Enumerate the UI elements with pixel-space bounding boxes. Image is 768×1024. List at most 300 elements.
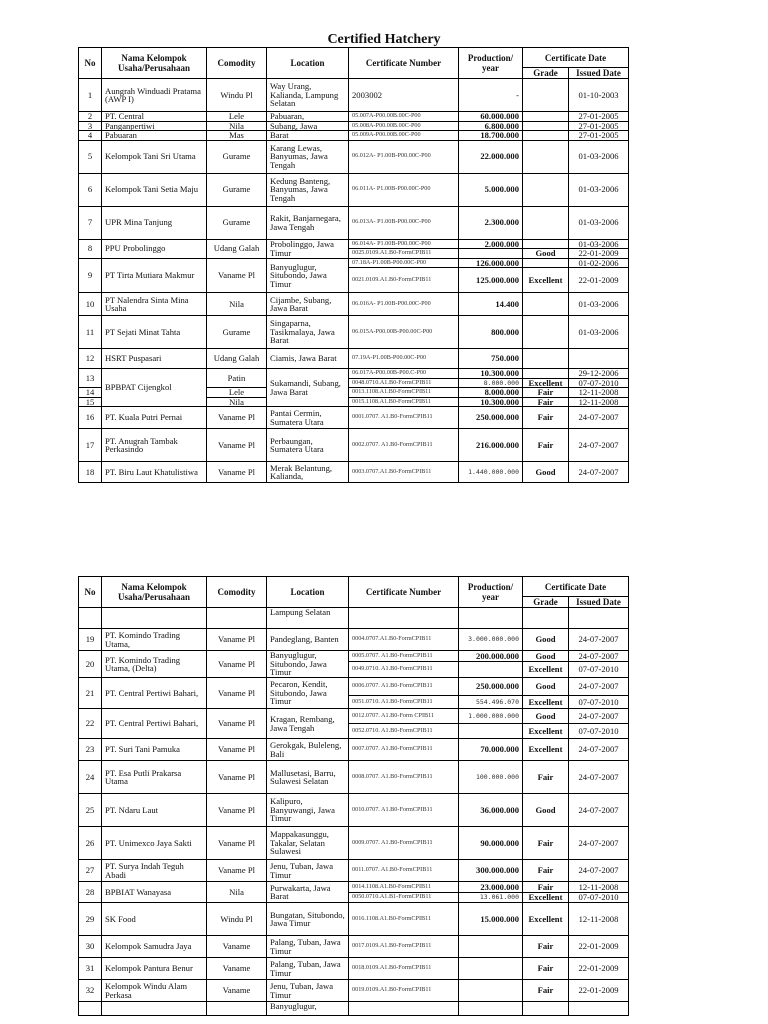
row-grade: Fair: [523, 958, 569, 980]
row-cert-number: 06.017A-P00.00B-P00.C-P00: [349, 369, 459, 379]
row-location: Perbaungan, Sumatera Utara: [267, 429, 349, 462]
row-cert-number: 05.008A-P00.00B.00C-P00: [349, 121, 459, 131]
row-production: 1.440.000.000: [459, 462, 523, 483]
table-row: [79, 882, 629, 893]
table-row: [79, 121, 629, 131]
table-row: [79, 651, 629, 662]
row-cert-number: 0019.0109.A1.B0-FormCPIB11: [349, 980, 459, 1002]
table-row: [79, 860, 629, 882]
row-cert-number: 06.016A- P1.00B-P00.00C-P00: [349, 293, 459, 316]
header-grade: Grade: [523, 597, 569, 608]
table-row: [79, 980, 629, 1002]
row-cert-number: 06.015A-P00.00B-P00.00C-P00: [349, 316, 459, 349]
row-issued-date: 24-07-2007: [569, 794, 629, 827]
row-comodity: Patin: [207, 369, 267, 388]
row-grade: Fair: [523, 860, 569, 882]
row-production: [459, 249, 523, 259]
row-grade: Good: [523, 678, 569, 696]
row-cert-number: 0021.0109.A1.B0-FormCPIB11: [349, 268, 459, 293]
row-location: Jenu, Tuban, Jawa Timur: [267, 980, 349, 1002]
row-issued-date: 24-07-2007: [569, 651, 629, 662]
row-cert-number: 05.009A-P00.00B.00C-P00: [349, 131, 459, 141]
row-grade: Fair: [523, 761, 569, 794]
row-production: 100.000.000: [459, 761, 523, 794]
row-no: 1: [79, 79, 102, 112]
row-grade: [523, 173, 569, 206]
row-comodity: Gurame: [207, 173, 267, 206]
row-location: Singaparna, Tasikmalaya, Jawa Barat: [267, 316, 349, 349]
row-cert-number: 06.011A- P1.00B-P00.00C-P00: [349, 173, 459, 206]
row-grade: Good: [523, 629, 569, 651]
row-location: Kedung Banteng, Banyumas, Jawa Tengah: [267, 173, 349, 206]
row-production: 10.300.000: [459, 397, 523, 407]
row-no: 18: [79, 462, 102, 483]
header-production: Production/ year: [459, 577, 523, 608]
header-location: Location: [267, 48, 349, 79]
table-row: [79, 827, 629, 860]
row-production: 14.400: [459, 293, 523, 316]
row-nama: PT. Central Pertiwi Bahari,: [102, 678, 207, 709]
row-grade: Fair: [523, 827, 569, 860]
row-issued-date: 07-07-2010: [569, 724, 629, 739]
row-cert-number: 0017.0109.A1.B0-FormCPIB11: [349, 936, 459, 958]
row-grade: Fair: [523, 980, 569, 1002]
table-row: [79, 173, 629, 206]
row-comodity: Gurame: [207, 206, 267, 239]
row-cert-number: 0008.0707. A1.B0-FormCPIB11: [349, 761, 459, 794]
row-location: Pecaron, Kendit, Situbondo, Jawa Timur: [267, 678, 349, 709]
row-no: 30: [79, 936, 102, 958]
row-grade: [523, 316, 569, 349]
row-comodity: Vaname Pl: [207, 739, 267, 761]
table-row: [79, 407, 629, 429]
row-comodity: Vaname Pl: [207, 258, 267, 293]
row-no: 25: [79, 794, 102, 827]
row-nama: PT. Suri Tani Pamuka: [102, 739, 207, 761]
row-no: 21: [79, 678, 102, 709]
row-nama: PT. Esa Putli Prakarsa Utama: [102, 761, 207, 794]
row-issued-date: 12-11-2008: [569, 397, 629, 407]
row-nama: Panganpertiwi: [102, 121, 207, 131]
table-row: [79, 112, 629, 122]
row-issued-date: 22-01-2009: [569, 980, 629, 1002]
row-nama: Kelompok Tani Sri Utama: [102, 140, 207, 173]
header-cert-date: Certificate Date: [523, 48, 629, 68]
row-production: 2.300.000: [459, 206, 523, 239]
row-issued-date: 07-07-2010: [569, 893, 629, 903]
row-issued-date: 22-01-2009: [569, 936, 629, 958]
row-production: 10.300.000: [459, 369, 523, 379]
row-issued-date: 27-01-2005: [569, 131, 629, 141]
row-comodity: Vaname: [207, 980, 267, 1002]
row-cert-number: 0048.0710.A1.B0-FormCPIB11: [349, 378, 459, 388]
row-issued-date: 01-03-2006: [569, 293, 629, 316]
row-comodity: Vaname Pl: [207, 462, 267, 483]
table-row: [79, 903, 629, 936]
row-comodity: Vaname Pl: [207, 860, 267, 882]
row-grade: [523, 293, 569, 316]
row-production: 250.000.000: [459, 678, 523, 696]
row-location: Lampung Selatan: [267, 608, 349, 629]
row-production: 5.000.000: [459, 173, 523, 206]
row-production: 90.000.000: [459, 827, 523, 860]
row-grade: Excellent: [523, 739, 569, 761]
row-no: 10: [79, 293, 102, 316]
row-production: 750.000: [459, 349, 523, 369]
row-cert-number: 0051.0710. A1.B0-FormCPIB11: [349, 696, 459, 709]
row-location: Rakit, Banjarnegara, Jawa Tengah: [267, 206, 349, 239]
row-comodity: Vaname Pl: [207, 651, 267, 678]
row-grade: [523, 112, 569, 122]
row-comodity: Udang Galah: [207, 349, 267, 369]
header-row: [79, 577, 629, 597]
row-grade: Excellent: [523, 268, 569, 293]
row-no: 22: [79, 709, 102, 739]
row-issued-date: 27-01-2005: [569, 121, 629, 131]
row-nama: SK Food: [102, 903, 207, 936]
row-nama: BPBIAT Wanayasa: [102, 882, 207, 903]
row-grade: Excellent: [523, 662, 569, 678]
row-production: 70.000.000: [459, 739, 523, 761]
row-issued-date: 01-03-2006: [569, 239, 629, 249]
table-row: [79, 739, 629, 761]
row-issued-date: [569, 349, 629, 369]
row-production: 125.000.000: [459, 268, 523, 293]
table-row: [79, 239, 629, 249]
row-grade: [523, 131, 569, 141]
row-production: 200.000.000: [459, 651, 523, 662]
row-comodity: Vaname Pl: [207, 709, 267, 739]
table-row: [79, 761, 629, 794]
row-grade: [523, 369, 569, 379]
row-issued-date: 07-07-2010: [569, 662, 629, 678]
row-nama: Aungrah Winduadi Pratama (AWP I): [102, 79, 207, 112]
header-location: Location: [267, 577, 349, 608]
row-nama: PT Tirta Mutiara Makmur: [102, 258, 207, 293]
table-row: [79, 369, 629, 379]
header-grade: Grade: [523, 68, 569, 79]
row-issued-date: 01-03-2006: [569, 206, 629, 239]
row-grade: Fair: [523, 388, 569, 398]
row-issued-date: 24-07-2007: [569, 761, 629, 794]
table-row: [79, 316, 629, 349]
row-no: 5: [79, 140, 102, 173]
row-location: Kalipuro, Banyuwangi, Jawa Timur: [267, 794, 349, 827]
row-comodity: Nila: [207, 397, 267, 407]
row-nama: Kelompok Pantura Benur: [102, 958, 207, 980]
row-issued-date: 01-03-2006: [569, 173, 629, 206]
row-issued-date: 12-11-2008: [569, 388, 629, 398]
row-comodity: Nila: [207, 121, 267, 131]
row-location: Barat: [267, 131, 349, 141]
row-location: Cijambe, Subang, Jawa Barat: [267, 293, 349, 316]
row-location: Pantai Cermin, Sumatera Utara: [267, 407, 349, 429]
header-no: No: [79, 48, 102, 79]
document-title: Certified Hatchery: [327, 32, 441, 47]
row-location: Banyuglugur,: [267, 1002, 349, 1016]
row-issued-date: 01-10-2003: [569, 79, 629, 112]
row-issued-date: 12-11-2008: [569, 903, 629, 936]
table-row: [79, 293, 629, 316]
header-cert-date: Certificate Date: [523, 577, 629, 597]
header-production: Production/ year: [459, 48, 523, 79]
table-row: [79, 608, 629, 629]
row-nama: PT. Surya Indah Teguh Abadi: [102, 860, 207, 882]
row-production: 2.000.000: [459, 239, 523, 249]
row-cert-number: 0003.0707.A1.B0-FormCPIB11: [349, 462, 459, 483]
row-comodity: Vaname Pl: [207, 407, 267, 429]
row-production: 250.000.000: [459, 407, 523, 429]
row-production: 126.000.000: [459, 258, 523, 268]
row-grade: Good: [523, 249, 569, 259]
row-no: 6: [79, 173, 102, 206]
header-no: No: [79, 577, 102, 608]
row-issued-date: 07-07-2010: [569, 378, 629, 388]
row-no: 9: [79, 258, 102, 293]
row-cert-number: 0009.0707. A1.B0-FormCPIB11: [349, 827, 459, 860]
table-row: [79, 936, 629, 958]
table-row: [79, 629, 629, 651]
row-production: 3.000.000.000: [459, 629, 523, 651]
row-cert-number: 07.19A-P1.00B-P00.00C-P00: [349, 349, 459, 369]
row-cert-number: 0018.0109.A1.B0-FormCPIB11: [349, 958, 459, 980]
row-grade: [523, 239, 569, 249]
row-grade: Fair: [523, 936, 569, 958]
hatchery-table-1: [78, 47, 629, 483]
row-cert-number: 0011.0707. A1.B0-FormCPIB11: [349, 860, 459, 882]
row-nama: UPR Mina Tanjung: [102, 206, 207, 239]
row-comodity: Udang Galah: [207, 239, 267, 258]
row-location: Probolinggo, Jawa Timur: [267, 239, 349, 258]
row-nama: PT. Central: [102, 112, 207, 122]
row-cert-number: 06.013A- P1.00B-P00.00C-P00: [349, 206, 459, 239]
row-production: [459, 936, 523, 958]
row-grade: Excellent: [523, 903, 569, 936]
row-production: [459, 662, 523, 678]
row-no: 20: [79, 651, 102, 678]
row-no: 2: [79, 112, 102, 122]
row-nama: BPBPAT Cijengkol: [102, 369, 207, 407]
row-grade: [523, 121, 569, 131]
table-row: [79, 349, 629, 369]
row-comodity: Windu Pl: [207, 903, 267, 936]
row-comodity: Lele: [207, 388, 267, 398]
row-cert-number: 06.012A- P1.00B-P00.00C-P00: [349, 140, 459, 173]
row-comodity: Nila: [207, 293, 267, 316]
row-no: 4: [79, 131, 102, 141]
row-grade: Fair: [523, 397, 569, 407]
row-no: 7: [79, 206, 102, 239]
row-grade: Excellent: [523, 893, 569, 903]
row-cert-number: 0015.1108.A1.B0-FormCPIB11: [349, 397, 459, 407]
row-issued-date: 29-12-2006: [569, 369, 629, 379]
row-cert-number: 0010.0707. A1.B0-FormCPIB11: [349, 794, 459, 827]
header-nama: Nama Kelompok Usaha/Perusahaan: [102, 577, 207, 608]
row-location: Merak Belantung, Kalianda,: [267, 462, 349, 483]
row-cert-number: 05.007A-P00.00B.00C-P00: [349, 112, 459, 122]
row-location: Kragan, Rembang, Jawa Tengah: [267, 709, 349, 739]
row-production: 300.000.000: [459, 860, 523, 882]
row-location: Purwakarta, Jawa Barat: [267, 882, 349, 903]
row-cert-number: 0001.0707. A1.B0-FormCPIB11: [349, 407, 459, 429]
table-row: [79, 1002, 629, 1016]
row-production: 23.000.000: [459, 882, 523, 893]
row-location: Jenu, Tuban, Jawa Timur: [267, 860, 349, 882]
row-location: Ciamis, Jawa Barat: [267, 349, 349, 369]
row-issued-date: 24-07-2007: [569, 462, 629, 483]
row-production: 554.496.070: [459, 696, 523, 709]
row-grade: [523, 206, 569, 239]
row-production: 60.000.000: [459, 112, 523, 122]
hatchery-table-2: [78, 576, 629, 1016]
row-comodity: Nila: [207, 882, 267, 903]
row-issued-date: 24-07-2007: [569, 860, 629, 882]
row-comodity: Mas: [207, 131, 267, 141]
row-no: 26: [79, 827, 102, 860]
header-comodity: Comodity: [207, 48, 267, 79]
row-comodity: Vaname Pl: [207, 429, 267, 462]
row-no: 13: [79, 369, 102, 388]
row-cert-number: 0025.0109.A1.B0-FormCPIB11: [349, 249, 459, 259]
row-issued-date: 24-07-2007: [569, 629, 629, 651]
row-issued-date: 01-03-2006: [569, 140, 629, 173]
table-row: [79, 709, 629, 724]
row-nama: PT. Central Pertiwi Bahari,: [102, 709, 207, 739]
header-issued: Issued Date: [569, 68, 629, 79]
row-no: 15: [79, 397, 102, 407]
row-nama: Kelompok Windu Alam Perkasa: [102, 980, 207, 1002]
row-issued-date: 24-07-2007: [569, 678, 629, 696]
header-nama: Nama Kelompok Usaha/Perusahaan: [102, 48, 207, 79]
row-production: 8.000.000: [459, 378, 523, 388]
row-production: 22.000.000: [459, 140, 523, 173]
row-issued-date: 12-11-2008: [569, 882, 629, 893]
row-location: Bungatan, Situbondo, Jawa Timur: [267, 903, 349, 936]
row-production: 800.000: [459, 316, 523, 349]
row-nama: PT Nalendra Sinta Mina Usaha: [102, 293, 207, 316]
row-production: 15.000.000: [459, 903, 523, 936]
row-no: 3: [79, 121, 102, 131]
row-no: 23: [79, 739, 102, 761]
row-grade: Good: [523, 794, 569, 827]
table-row: [79, 678, 629, 696]
row-no: 17: [79, 429, 102, 462]
row-grade: Good: [523, 462, 569, 483]
row-location: Mallusetasi, Barru, Sulawesi Selatan: [267, 761, 349, 794]
row-no: 32: [79, 980, 102, 1002]
row-cert-number: 0014.1108.A1.B0-FormCPIB11: [349, 882, 459, 893]
row-production: 1.000.000.000: [459, 709, 523, 724]
header-comodity: Comodity: [207, 577, 267, 608]
row-cert-number: 2003002: [349, 79, 459, 112]
row-no: 8: [79, 239, 102, 258]
row-location: Palang, Tuban, Jawa Timur: [267, 958, 349, 980]
row-cert-number: 07.18A-P1.00B-P00.00C-P00: [349, 258, 459, 268]
row-comodity: Vaname Pl: [207, 678, 267, 709]
row-no: 16: [79, 407, 102, 429]
row-cert-number: 0049.0710. A1.B0-FormCPIB11: [349, 662, 459, 678]
row-cert-number: 0012.0707. A1.B0-Form CPIB11: [349, 709, 459, 724]
row-nama: PT. Komindo Trading Utama,: [102, 629, 207, 651]
row-grade: [523, 258, 569, 268]
row-nama: PPU Probolinggo: [102, 239, 207, 258]
table-row: [79, 131, 629, 141]
row-cert-number: 0013.1108.A1.B0-FormCPIB11: [349, 388, 459, 398]
row-comodity: Gurame: [207, 316, 267, 349]
row-location: Gerokgak, Buleleng, Bali: [267, 739, 349, 761]
header-cert-number: Certificate Number: [349, 577, 459, 608]
row-cert-number: 0005.0707. A1.B0-FormCPIB11: [349, 651, 459, 662]
row-no: 27: [79, 860, 102, 882]
row-location: Sukamandi, Subang, Jawa Barat: [267, 369, 349, 407]
row-no: 31: [79, 958, 102, 980]
row-nama: Kelompok Samudra Jaya: [102, 936, 207, 958]
row-location: Way Urang, Kalianda, Lampung Selatan: [267, 79, 349, 112]
row-cert-number: 06.014A- P1.00B-P00.00C-P00: [349, 239, 459, 249]
row-issued-date: 24-07-2007: [569, 709, 629, 724]
row-cert-number: 0016.1108.A1.B0-FormCPIB11: [349, 903, 459, 936]
row-no: 24: [79, 761, 102, 794]
row-production: [459, 980, 523, 1002]
table-row: [79, 140, 629, 173]
row-production: [459, 958, 523, 980]
table-row: [79, 79, 629, 112]
row-grade: [523, 349, 569, 369]
row-grade: Good: [523, 709, 569, 724]
row-grade: Fair: [523, 882, 569, 893]
row-location: Banyuglugur, Situbondo, Jawa Timur: [267, 651, 349, 678]
row-production: [459, 724, 523, 739]
row-nama: Pabuaran: [102, 131, 207, 141]
row-production: 18.700.000: [459, 131, 523, 141]
row-comodity: Windu Pl: [207, 79, 267, 112]
table-row: [79, 206, 629, 239]
row-issued-date: 22-01-2009: [569, 268, 629, 293]
row-issued-date: 22-01-2009: [569, 958, 629, 980]
table-row: [79, 958, 629, 980]
row-comodity: Lele: [207, 112, 267, 122]
row-no: 12: [79, 349, 102, 369]
header-issued: Issued Date: [569, 597, 629, 608]
row-comodity: Vaname Pl: [207, 827, 267, 860]
row-production: -: [459, 79, 523, 112]
row-issued-date: 24-07-2007: [569, 739, 629, 761]
header-row: [79, 48, 629, 68]
row-location: Palang, Tuban, Jawa Timur: [267, 936, 349, 958]
row-production: 6.800.000: [459, 121, 523, 131]
row-location: Subang, Jawa: [267, 121, 349, 131]
table-row: [79, 462, 629, 483]
row-nama: Kelompok Tani Setia Maju: [102, 173, 207, 206]
row-comodity: Vaname Pl: [207, 794, 267, 827]
row-cert-number: 0050.0710.A1.B1-FormCPIB11: [349, 893, 459, 903]
row-issued-date: 07-07-2010: [569, 696, 629, 709]
row-comodity: Vaname Pl: [207, 629, 267, 651]
row-production: 13.061.000: [459, 893, 523, 903]
row-location: Pandeglang, Banten: [267, 629, 349, 651]
row-issued-date: 24-07-2007: [569, 407, 629, 429]
row-cert-number: 0004.0707.A1.B0-FormCPIB11: [349, 629, 459, 651]
row-cert-number: 0007.0707. A1.B0-FormCPIB11: [349, 739, 459, 761]
row-nama: PT Sejati Minat Tahta: [102, 316, 207, 349]
row-grade: [523, 140, 569, 173]
row-nama: PT. Unimexco Jaya Sakti: [102, 827, 207, 860]
row-cert-number: 0052.0710. A1.B0-FormCPIB11: [349, 724, 459, 739]
row-production: 8.000.000: [459, 388, 523, 398]
row-nama: PT. Biru Laut Khatulistiwa: [102, 462, 207, 483]
row-issued-date: 27-01-2005: [569, 112, 629, 122]
row-cert-number: 0002.0707. A1.B0-FormCPIB11: [349, 429, 459, 462]
